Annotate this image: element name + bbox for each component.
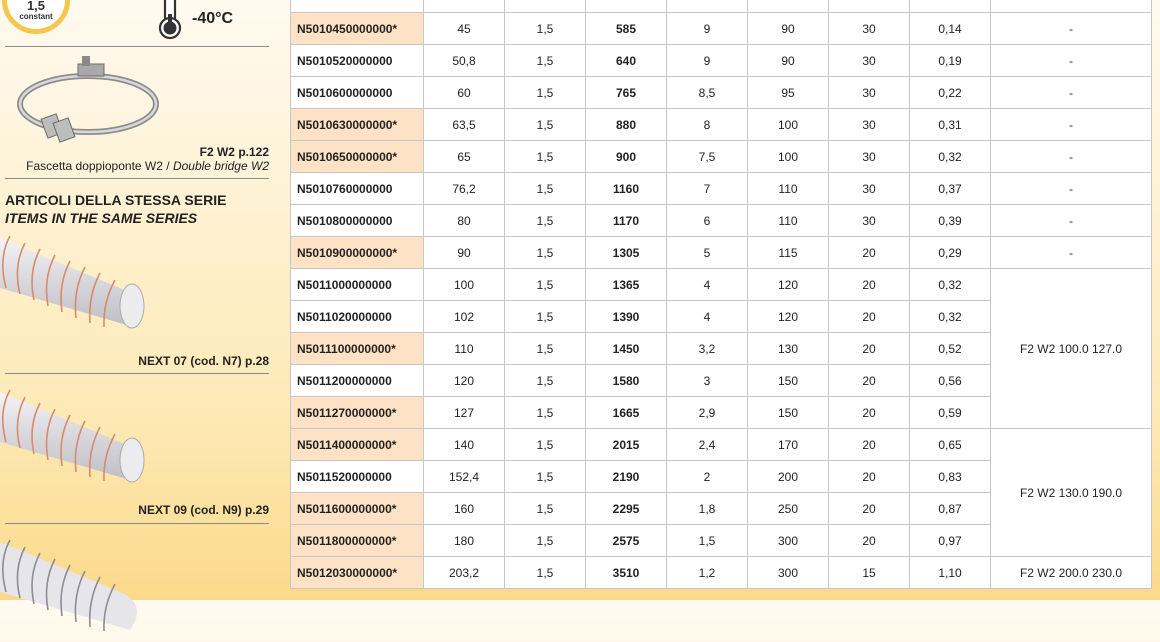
cell-p: 1365 [586, 269, 667, 301]
product-code: N5011200000000 [291, 365, 424, 397]
table-header-row [291, 0, 1152, 13]
cell-d: 120 [424, 365, 505, 397]
cell-t: 1,5 [505, 141, 586, 173]
cell-m: 20 [829, 333, 910, 365]
cell-m: 20 [829, 461, 910, 493]
cell-r: 6 [667, 205, 748, 237]
header-cell [424, 0, 505, 13]
cell-p: 585 [586, 13, 667, 45]
accessory-description [26, 159, 269, 173]
product-code: N5011600000000* [291, 493, 424, 525]
cell-m: 30 [829, 109, 910, 141]
cell-p: 880 [586, 109, 667, 141]
cell-d: 152,4 [424, 461, 505, 493]
cell-r: 5 [667, 237, 748, 269]
divider [5, 373, 269, 374]
cell-m: 20 [829, 301, 910, 333]
cell-w: 1,10 [910, 557, 991, 589]
cell-p: 640 [586, 45, 667, 77]
header-cell [991, 0, 1152, 13]
fitting-cell: - [991, 13, 1152, 45]
thermometer-icon [152, 0, 188, 40]
cell-m: 20 [829, 429, 910, 461]
cell-t: 1,5 [505, 525, 586, 557]
cell-l: 170 [748, 429, 829, 461]
cell-w: 0,19 [910, 45, 991, 77]
cell-w: 0,56 [910, 365, 991, 397]
cell-m: 30 [829, 173, 910, 205]
cell-p: 1580 [586, 365, 667, 397]
table-row [291, 557, 1152, 589]
cell-t: 1,5 [505, 301, 586, 333]
cell-p: 3510 [586, 557, 667, 589]
product-code: N5011400000000* [291, 429, 424, 461]
cell-w: 0,39 [910, 205, 991, 237]
cell-d: 110 [424, 333, 505, 365]
cell-m: 30 [829, 141, 910, 173]
header-cell [829, 0, 910, 13]
cell-d: 100 [424, 269, 505, 301]
min-temperature: -40°C [192, 10, 234, 27]
cell-d: 127 [424, 397, 505, 429]
cell-p: 2015 [586, 429, 667, 461]
cell-l: 150 [748, 397, 829, 429]
cell-p: 1170 [586, 205, 667, 237]
cell-r: 4 [667, 301, 748, 333]
cell-d: 90 [424, 237, 505, 269]
cell-m: 20 [829, 269, 910, 301]
product-code: N5010520000000 [291, 45, 424, 77]
table-row [291, 13, 1152, 45]
cell-w: 0,14 [910, 13, 991, 45]
cell-p: 1305 [586, 237, 667, 269]
header-cell [586, 0, 667, 13]
cell-t: 1,5 [505, 365, 586, 397]
cell-r: 7 [667, 173, 748, 205]
cell-w: 0,22 [910, 77, 991, 109]
cell-p: 765 [586, 77, 667, 109]
cell-p: 2295 [586, 493, 667, 525]
cell-r: 1,8 [667, 493, 748, 525]
product-code: N5010650000000* [291, 141, 424, 173]
product-code: N5010600000000 [291, 77, 424, 109]
cell-t: 1,5 [505, 77, 586, 109]
cell-r: 2,9 [667, 397, 748, 429]
cell-d: 45 [424, 13, 505, 45]
product-code: N5010900000000* [291, 237, 424, 269]
cell-p: 2190 [586, 461, 667, 493]
cell-w: 0,87 [910, 493, 991, 525]
cell-r: 8 [667, 109, 748, 141]
product-code: N5011020000000 [291, 301, 424, 333]
cell-w: 0,37 [910, 173, 991, 205]
fitting-group-cell: F2 W2 100.0 127.0 [991, 269, 1152, 429]
header-cell [748, 0, 829, 13]
series-item-label: NEXT 07 (cod. N7) p.28 [138, 354, 269, 368]
cell-l: 120 [748, 269, 829, 301]
cell-l: 110 [748, 173, 829, 205]
table-row [291, 109, 1152, 141]
cell-m: 15 [829, 557, 910, 589]
cell-t: 1,5 [505, 13, 586, 45]
cell-l: 115 [748, 237, 829, 269]
header-cell [291, 0, 424, 13]
fitting-cell: - [991, 141, 1152, 173]
cell-w: 0,97 [910, 525, 991, 557]
divider [5, 178, 269, 179]
product-code: N5010760000000 [291, 173, 424, 205]
cell-r: 2 [667, 461, 748, 493]
cell-d: 102 [424, 301, 505, 333]
product-code: N5011100000000* [291, 333, 424, 365]
cell-p: 2575 [586, 525, 667, 557]
cell-l: 110 [748, 205, 829, 237]
cell-d: 160 [424, 493, 505, 525]
fitting-cell: - [991, 237, 1152, 269]
cell-r: 3,2 [667, 333, 748, 365]
cell-t: 1,5 [505, 173, 586, 205]
next-09-hose-image [0, 382, 150, 492]
constant-badge [2, 0, 70, 34]
cell-t: 1,5 [505, 397, 586, 429]
next-07-hose-image [0, 228, 150, 338]
cell-d: 76,2 [424, 173, 505, 205]
cell-p: 1450 [586, 333, 667, 365]
cell-t: 1,5 [505, 269, 586, 301]
accessory-desc-en: Double bridge W2 [172, 159, 269, 173]
product-code: N5011800000000* [291, 525, 424, 557]
cell-r: 9 [667, 45, 748, 77]
product-code: N5010450000000* [291, 13, 424, 45]
cell-l: 90 [748, 13, 829, 45]
cell-m: 20 [829, 525, 910, 557]
cell-l: 300 [748, 557, 829, 589]
cell-m: 20 [829, 397, 910, 429]
header-cell [667, 0, 748, 13]
cell-w: 0,32 [910, 301, 991, 333]
cell-w: 0,52 [910, 333, 991, 365]
cell-l: 100 [748, 109, 829, 141]
sidebar [0, 0, 280, 600]
table-row [291, 429, 1152, 461]
cell-p: 900 [586, 141, 667, 173]
cell-w: 0,29 [910, 237, 991, 269]
cell-l: 120 [748, 301, 829, 333]
cell-w: 0,31 [910, 109, 991, 141]
cell-w: 0,83 [910, 461, 991, 493]
product-code: N5010800000000 [291, 205, 424, 237]
cell-d: 80 [424, 205, 505, 237]
table-row [291, 173, 1152, 205]
fitting-cell: - [991, 205, 1152, 237]
cell-d: 65 [424, 141, 505, 173]
cell-l: 130 [748, 333, 829, 365]
divider [5, 523, 269, 524]
cell-p: 1160 [586, 173, 667, 205]
table-row [291, 77, 1152, 109]
cell-m: 30 [829, 205, 910, 237]
cell-p: 1665 [586, 397, 667, 429]
cell-r: 3 [667, 365, 748, 397]
table-row [291, 237, 1152, 269]
fitting-cell: - [991, 109, 1152, 141]
cell-t: 1,5 [505, 493, 586, 525]
cell-r: 9 [667, 13, 748, 45]
badge-label: constant [19, 12, 53, 21]
cell-m: 30 [829, 77, 910, 109]
product-code: N5011000000000 [291, 269, 424, 301]
cell-l: 200 [748, 461, 829, 493]
cell-l: 300 [748, 525, 829, 557]
cell-d: 63,5 [424, 109, 505, 141]
cell-m: 20 [829, 237, 910, 269]
cell-r: 8,5 [667, 77, 748, 109]
product-code: N5011270000000* [291, 397, 424, 429]
divider [5, 46, 269, 47]
fitting-group-cell: F2 W2 130.0 190.0 [991, 429, 1152, 557]
cell-d: 50,8 [424, 45, 505, 77]
double-bridge-clamp-image [10, 54, 160, 164]
cell-r: 2,4 [667, 429, 748, 461]
cell-w: 0,32 [910, 269, 991, 301]
cell-t: 1,5 [505, 333, 586, 365]
cell-m: 30 [829, 45, 910, 77]
series-title: ARTICOLI DELLA STESSA SERIE [5, 192, 227, 208]
cell-p: 1390 [586, 301, 667, 333]
cell-l: 250 [748, 493, 829, 525]
product-code: N5011520000000 [291, 461, 424, 493]
fitting-cell: - [991, 45, 1152, 77]
cell-w: 0,65 [910, 429, 991, 461]
cell-r: 4 [667, 269, 748, 301]
cell-r: 1,2 [667, 557, 748, 589]
accessory-desc-it: Fascetta doppioponte W2 / [26, 159, 170, 173]
cell-t: 1,5 [505, 205, 586, 237]
cell-l: 90 [748, 45, 829, 77]
cell-t: 1,5 [505, 429, 586, 461]
cell-t: 1,5 [505, 557, 586, 589]
cell-d: 140 [424, 429, 505, 461]
fitting-cell: F2 W2 200.0 230.0 [991, 557, 1152, 589]
accessory-reference: F2 W2 p.122 [199, 145, 269, 159]
series-item-label: NEXT 09 (cod. N9) p.29 [138, 503, 269, 517]
cell-d: 203,2 [424, 557, 505, 589]
header-cell [910, 0, 991, 13]
header-cell [505, 0, 586, 13]
cell-t: 1,5 [505, 45, 586, 77]
cell-r: 1,5 [667, 525, 748, 557]
cell-w: 0,59 [910, 397, 991, 429]
cell-t: 1,5 [505, 237, 586, 269]
cell-l: 100 [748, 141, 829, 173]
hose-image [0, 532, 150, 642]
product-code: N5012030000000* [291, 557, 424, 589]
table-row [291, 141, 1152, 173]
table-row [291, 269, 1152, 301]
badge-value: 1,5 [26, 0, 46, 13]
fitting-cell: - [991, 77, 1152, 109]
cell-w: 0,32 [910, 141, 991, 173]
cell-d: 60 [424, 77, 505, 109]
cell-t: 1,5 [505, 109, 586, 141]
cell-r: 7,5 [667, 141, 748, 173]
cell-m: 30 [829, 13, 910, 45]
cell-l: 150 [748, 365, 829, 397]
cell-m: 20 [829, 493, 910, 525]
table-row [291, 45, 1152, 77]
cell-d: 180 [424, 525, 505, 557]
cell-m: 20 [829, 365, 910, 397]
product-code: N5010630000000* [291, 109, 424, 141]
cell-t: 1,5 [505, 461, 586, 493]
fitting-cell: - [991, 173, 1152, 205]
product-table [290, 0, 1152, 589]
cell-l: 95 [748, 77, 829, 109]
series-subtitle: ITEMS IN THE SAME SERIES [5, 210, 198, 226]
table-row [291, 205, 1152, 237]
